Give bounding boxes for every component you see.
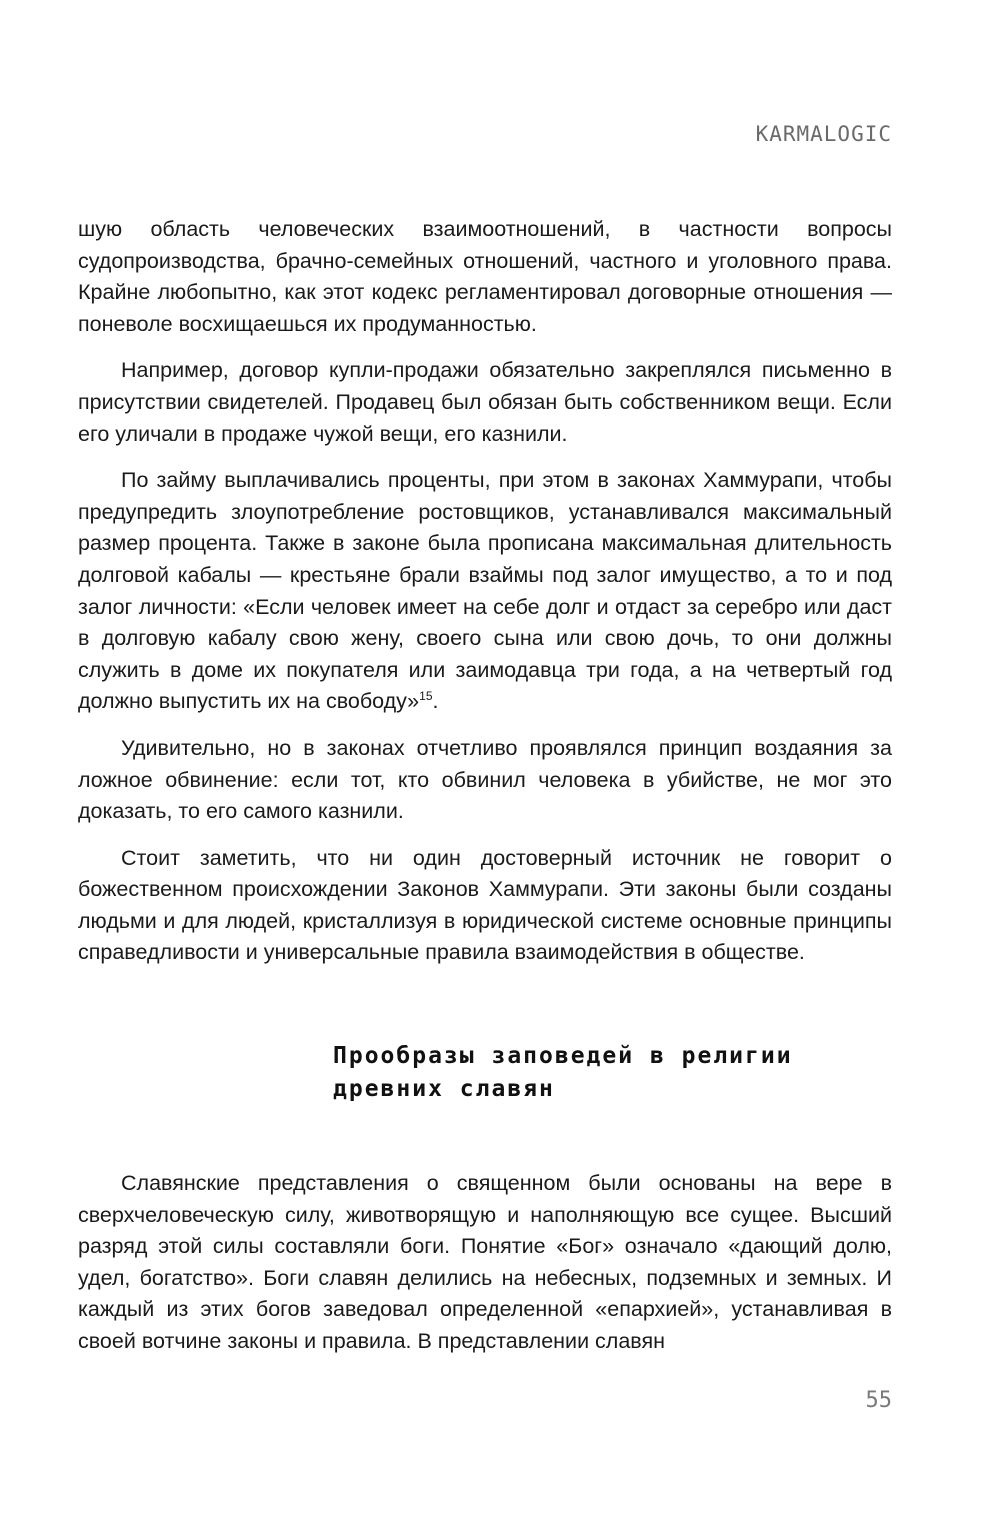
section-text xyxy=(78,1168,892,1358)
paragraph-5: Стоит заметить, что ни один достоверный источник не говорит о божественном происхождении Законов Хаммурапи. Эти законы были созданы людьми и для людей, кристаллизуя в юридической системе основные принципы справедливости и универсальные правила взаимодействия в обществе. xyxy=(78,845,892,965)
running-head-title: KARMALOGIC xyxy=(755,122,892,146)
paragraph-3 xyxy=(78,465,892,718)
section-paragraph-1: Славянские представления о священном были основаны на вере в сверхчеловеческую силу, животворящую и наполняющую все сущее. Высший разряд этой силы составляли боги. Понятие «Бог» означало «дающий долю, удел, богатство». Боги славян делились на небесных, подземных и земных. И каждый из этих богов заведовал определенной «епархией», устанавливая в своей вотчине законы и правила. В представлении славян xyxy=(78,1171,892,1353)
paragraph-3-text: По займу выплачивались проценты, при этом в законах Хаммурапи, чтобы предупредить злоупотребление ростовщиков, устанавливался максимальный размер процента. Также в законе была прописана максимальная длительность долговой кабалы — крестьяне брали взаймы под залог имущество, а то и под залог личности: «Если человек имеет на себе долг и отдаст за серебро или даст в долговую кабалу свою жену, своего сына или свою дочь, то они должны служить в доме их покупателя или заимодавца три года, а на четвертый год должно выпустить их на свободу» xyxy=(78,468,892,714)
footnote-marker[interactable]: 15 xyxy=(419,689,433,704)
page-number: 55 xyxy=(865,1388,892,1413)
paragraph-2: Например, договор купли-продажи обязательно закреплялся письменно в присутствии свидетелей. Продавец был обязан быть собственником вещи. Если его уличали в продаже чужой вещи, его казнили. xyxy=(78,358,892,446)
paragraph-1: шую область человеческих взаимоотношений, в частности вопросы судопроизводства, брачно-семейных отношений, частного и уголовного права. Крайне любопытно, как этот кодекс регламентировал договорные отношения — поневоле восхищаешься их продуманностью. xyxy=(78,217,892,336)
section-heading: Прообразы заповедей в религии древних славян xyxy=(333,1043,793,1102)
paragraph-4: Удивительно, но в законах отчетливо проявлялся принцип воздаяния за ложное обвинение: если тот, кто обвинил человека в убийстве, не мог это доказать, то его самого казнили. xyxy=(78,735,892,824)
paragraph-3-end: . xyxy=(432,689,439,714)
main-text xyxy=(78,214,892,969)
